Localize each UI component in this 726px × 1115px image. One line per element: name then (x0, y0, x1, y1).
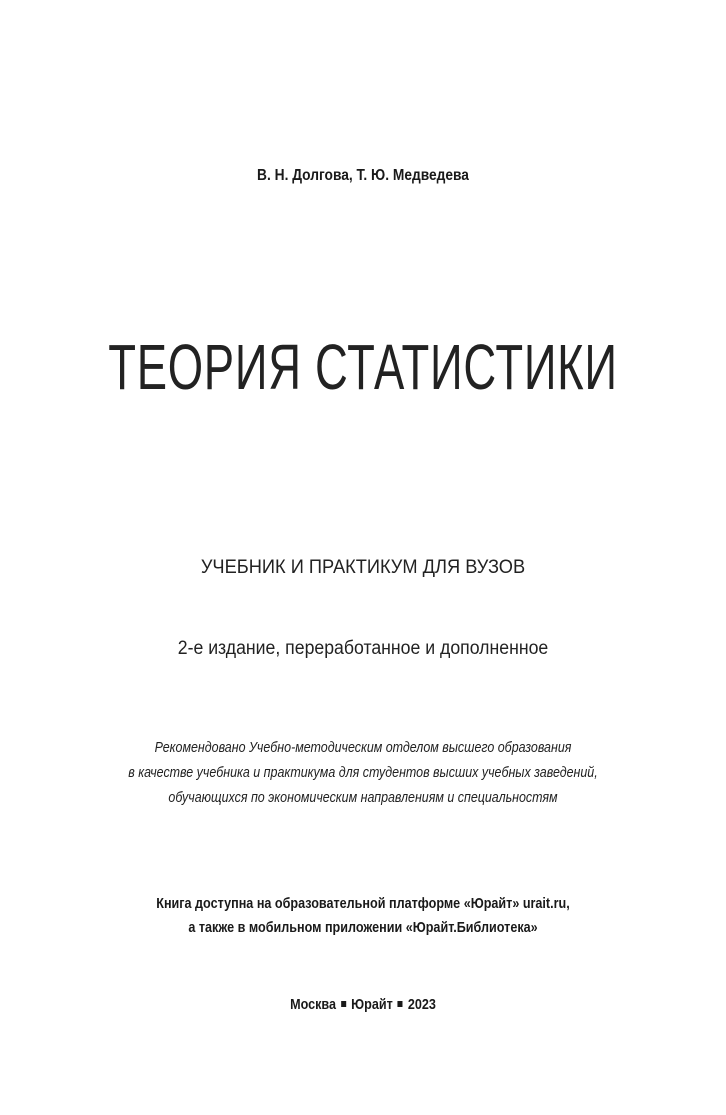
square-separator-icon (341, 1001, 346, 1007)
platform-line-2: а также в мобильном приложении «Юрайт.Библиотека» (188, 919, 538, 936)
recommendation-line-2: в качестве учебника и практикума для студентов высших учебных заведений, (128, 764, 598, 781)
square-separator-icon (398, 1001, 403, 1007)
platform-line-1: Книга доступна на образовательной платформе «Юрайт» urait.ru, (156, 895, 570, 912)
imprint-year: 2023 (407, 996, 436, 1013)
book-subtitle: УЧЕБНИК И ПРАКТИКУМ ДЛЯ ВУЗОВ (200, 557, 526, 578)
authors: В. Н. Долгова, Т. Ю. Медведева (257, 167, 469, 184)
book-title: ТЕОРИЯ СТАТИСТИКИ (108, 331, 618, 403)
edition-note: 2-е издание, переработанное и дополненное (177, 638, 549, 659)
imprint-city: Москва (290, 996, 337, 1013)
imprint (58, 996, 668, 1013)
recommendation-line-1: Рекомендовано Учебно-методическим отделом высшего образования (154, 739, 572, 756)
imprint-publisher: Юрайт (351, 996, 393, 1013)
recommendation-line-3: обучающихся по экономическим направлениям и специальностям (168, 789, 558, 806)
